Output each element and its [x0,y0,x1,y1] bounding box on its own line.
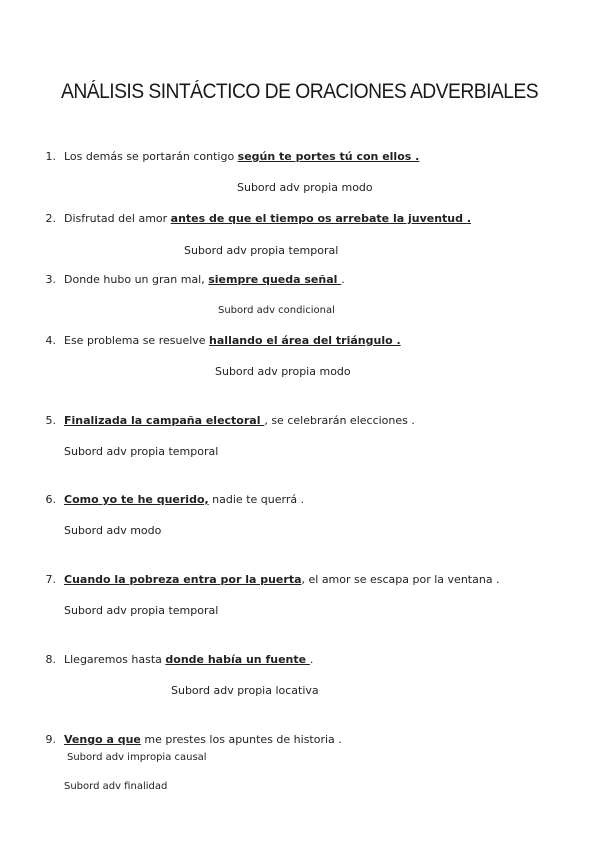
underlined-clause: según te portes tú con ellos . [237,150,420,163]
answer: Subord adv modo [64,524,162,537]
sentence-text: Llegaremos hasta [64,653,166,666]
sentence-text: me prestes los apuntes de historia . [140,733,342,746]
underlined-clause: donde había un fuente [165,653,310,666]
item-number: 6. [45,493,56,506]
underlined-clause: Vengo a que [64,733,141,746]
sentence [64,273,345,287]
answer: Subord adv finalidad [64,781,168,792]
sentence-text: Ese problema se resuelve [64,334,210,347]
sentence [64,414,415,428]
sentence [64,150,419,164]
sentence [64,733,342,747]
sentence [64,493,304,507]
sentence-text: . [341,273,345,286]
underlined-clause: siempre queda señal [208,273,342,286]
item-number: 4. [45,334,56,347]
answer: Subord adv propia temporal [184,244,339,257]
answer: Subord adv propia modo [237,181,373,194]
underlined-clause: hallando el área del triángulo . [209,334,401,347]
item-number: 7. [45,573,56,586]
underlined-clause: antes de que el tiempo os arrebate la juventud . [170,212,472,225]
sentence-text: Donde hubo un gran mal, [64,273,209,286]
answer: Subord adv propia modo [215,365,351,378]
sentence-text: , se celebrarán elecciones . [264,414,415,427]
answer: Subord adv propia temporal [64,604,219,617]
item-number: 2. [45,212,56,225]
item-number: 3. [45,273,56,286]
sentence-text: Los demás se portarán contigo [64,150,238,163]
answer: Subord adv impropia causal [67,752,207,763]
item-number: 8. [45,653,56,666]
underlined-clause: Como yo te he querido, [64,493,209,506]
sentence-text: Disfrutad del amor [64,212,171,225]
sentence [64,334,401,348]
underlined-clause: Finalizada la campaña electoral [64,414,265,427]
sentence-text: nadie te querrá . [208,493,305,506]
sentence [64,653,313,667]
sentence-text: , el amor se escapa por la ventana . [301,573,500,586]
item-number: 9. [45,733,56,746]
sentence-text: . [309,653,314,666]
page-title: ANÁLISIS SINTÁCTICO DE ORACIONES ADVERBIALES [61,80,539,103]
item-number: 5. [45,414,56,427]
answer: Subord adv condicional [218,305,335,316]
answer: Subord adv propia temporal [64,445,219,458]
sentence [64,212,471,226]
item-number: 1. [45,150,56,163]
answer: Subord adv propia locativa [171,684,319,697]
underlined-clause: Cuando la pobreza entra por la puerta [64,573,302,586]
sentence [64,573,500,587]
